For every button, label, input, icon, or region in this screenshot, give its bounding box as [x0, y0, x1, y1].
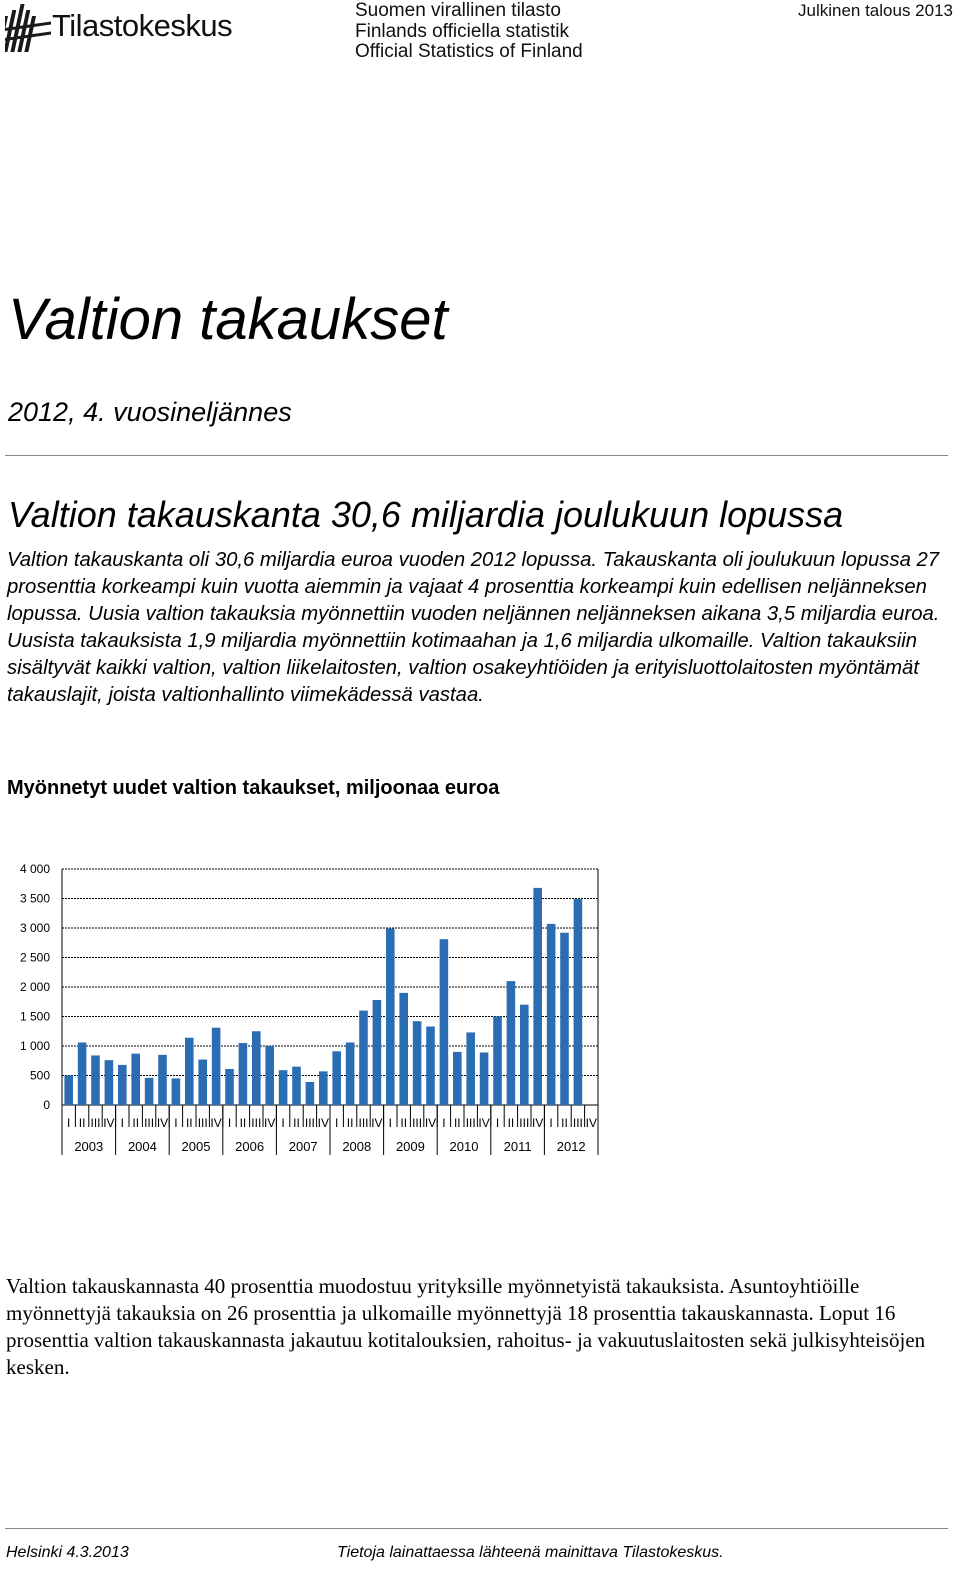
bar-chart [0, 855, 620, 1165]
footer-note: Tietoja lainattaessa lähteenä mainittava Tilastokeskus. [337, 1544, 724, 1561]
headline: Valtion takauskanta 30,6 miljardia joulukuun lopussa [8, 494, 844, 535]
year-label: 2009 [395, 1139, 425, 1154]
bar [453, 1052, 462, 1105]
bar [158, 1055, 167, 1105]
bar [359, 1011, 368, 1105]
quarter-label: I [495, 1116, 500, 1130]
quarter-label: I [442, 1116, 446, 1130]
quarter-label: II [400, 1116, 408, 1130]
quarter-label: IV [264, 1116, 276, 1130]
bar [131, 1054, 140, 1105]
quarter-label: I [335, 1116, 339, 1130]
quarter-label: I [388, 1116, 392, 1130]
bar [399, 993, 408, 1105]
bar [212, 1028, 221, 1105]
y-tick-label: 1 000 [19, 1039, 50, 1053]
y-tick-label: 3 500 [19, 891, 50, 906]
bar [279, 1070, 288, 1105]
year-label: 2008 [342, 1139, 372, 1154]
bar [64, 1076, 73, 1106]
quarter-label: III [251, 1116, 262, 1130]
year-label: 2003 [74, 1139, 104, 1154]
quarter-label: II [561, 1116, 568, 1130]
quarter-label: I [120, 1116, 124, 1130]
quarter-label: IV [103, 1116, 115, 1130]
bar [252, 1031, 261, 1105]
y-tick-label: 4 000 [19, 862, 50, 876]
quarter-label: II [453, 1116, 461, 1130]
bar [172, 1078, 181, 1105]
bar [493, 1017, 502, 1106]
quarter-label: II [78, 1116, 86, 1130]
quarter-label: I [67, 1116, 71, 1130]
quarter-label: IV [424, 1116, 437, 1130]
bar [198, 1060, 207, 1105]
quarter-label: IV [210, 1116, 222, 1130]
bar [225, 1069, 234, 1105]
footer-date: Helsinki 4.3.2013 [6, 1544, 129, 1561]
official-line-fi: Suomen virallinen tilasto [355, 0, 561, 21]
quarter-label: IV [317, 1116, 329, 1130]
bar [265, 1046, 274, 1105]
quarter-label: II [239, 1116, 247, 1130]
body-paragraph: Valtion takauskannasta 40 prosenttia muodostuu yrityksille myönnetyistä takauksista. Asuntoyhtiöille myönnettyjä takauksia on 26 prosenttia ja ulkomaille myönnettyjä 18 prosenttia takauskannasta. Loput 16 prosenttia valtion takauskannasta jakautuu kotitalouksien, rahoitus- ja vakuutuslaitosten sekä julkisyhteisöjen kesken. [6, 1274, 926, 1379]
quarter-label: III [90, 1116, 101, 1130]
quarter-label: II [507, 1116, 515, 1130]
bar [185, 1038, 194, 1105]
quarter-label: II [293, 1116, 300, 1130]
bar [105, 1060, 114, 1105]
y-tick-label: 3 000 [19, 921, 50, 935]
bar [91, 1055, 100, 1105]
official-line-sv: Finlands officiella statistik [355, 20, 570, 42]
bar [292, 1067, 301, 1105]
quarter-label: I [227, 1116, 232, 1130]
y-tick-label: 2 000 [19, 980, 50, 994]
bar [78, 1042, 87, 1105]
quarter-label: III [358, 1116, 369, 1130]
quarter-label: IV [478, 1116, 490, 1130]
bar [346, 1042, 355, 1105]
bar [574, 899, 583, 1105]
page-title: Valtion takaukset [8, 287, 448, 352]
quarter-label: III [304, 1116, 315, 1130]
bar [118, 1065, 127, 1105]
year-label: 2006 [235, 1139, 265, 1154]
bar [520, 1005, 529, 1105]
quarter-label: I [549, 1116, 553, 1130]
page-subtitle: 2012, 4. vuosineljännes [8, 397, 292, 427]
year-label: 2011 [503, 1139, 532, 1154]
quarter-label: III [572, 1116, 583, 1130]
bar [386, 929, 395, 1105]
divider [5, 455, 948, 456]
bar [306, 1082, 315, 1105]
bar [145, 1078, 154, 1105]
quarter-label: IV [585, 1116, 597, 1130]
quarter-label: IV [371, 1116, 383, 1130]
year-label: 2004 [127, 1139, 157, 1154]
quarter-label: I [174, 1116, 178, 1130]
quarter-label: I [281, 1116, 285, 1130]
brand-name: Tilastokeskus [52, 8, 233, 43]
official-line-en: Official Statistics of Finland [355, 41, 583, 62]
y-tick-label: 1 500 [19, 1009, 50, 1024]
bar [319, 1071, 328, 1105]
lead-paragraph: Valtion takauskanta oli 30,6 miljardia euroa vuoden 2012 lopussa. Takauskanta oli joulukuun lopussa 27 prosenttia korkeampi kuin vuotta aiemmin ja vajaat 4 prosenttia korkeampi kuin edellisen neljänneksen lopussa. Uusia valtion takauksia myönnettiin vuoden neljännen neljänneksen aikana 3,5 miljardia euroa. Uusista takauksista 1,9 miljardia myönnettiin kotimaahan ja 1,6 miljardia ulkomaille. Valtion takauksiin sisältyvät kaikki valtion, valtion liikelaitosten, valtion osakeyhtiöiden ja erityisluottolaitosten myöntämät takauslajit, joista valtionhallinto viimekädessä vastaa. [7, 549, 940, 706]
bar [426, 1027, 435, 1105]
bar [560, 933, 569, 1105]
year-label: 2012 [556, 1139, 586, 1154]
official-statistics-label [355, 1, 583, 63]
quarter-label: II [346, 1116, 354, 1130]
bar [239, 1043, 248, 1105]
quarter-label: II [132, 1116, 140, 1130]
bar [440, 939, 449, 1105]
quarter-label: III [412, 1116, 423, 1130]
footer-divider [5, 1528, 948, 1529]
bar [480, 1052, 489, 1105]
quarter-label: IV [532, 1116, 544, 1130]
bar [413, 1021, 422, 1105]
quarter-label: II [185, 1116, 193, 1130]
year-label: 2005 [181, 1139, 211, 1154]
y-tick-label: 0 [43, 1098, 50, 1112]
year-label: 2007 [288, 1139, 318, 1154]
y-tick-label: 500 [29, 1068, 50, 1083]
publication-series: Julkinen talous 2013 [797, 1, 953, 20]
bar [547, 924, 556, 1105]
quarter-label: III [197, 1116, 208, 1130]
bar [507, 981, 516, 1105]
bar [373, 1000, 382, 1105]
quarter-label: IV [156, 1116, 169, 1130]
quarter-label: III [465, 1116, 476, 1130]
bar [466, 1032, 475, 1105]
chart-heading: Myönnetyt uudet valtion takaukset, miljoonaa euroa [7, 777, 500, 799]
quarter-label: III [144, 1116, 155, 1130]
quarter-label: III [519, 1116, 530, 1130]
y-tick-label: 2 500 [19, 950, 50, 965]
bar [332, 1051, 341, 1105]
year-label: 2010 [449, 1139, 479, 1154]
bar [533, 888, 542, 1105]
